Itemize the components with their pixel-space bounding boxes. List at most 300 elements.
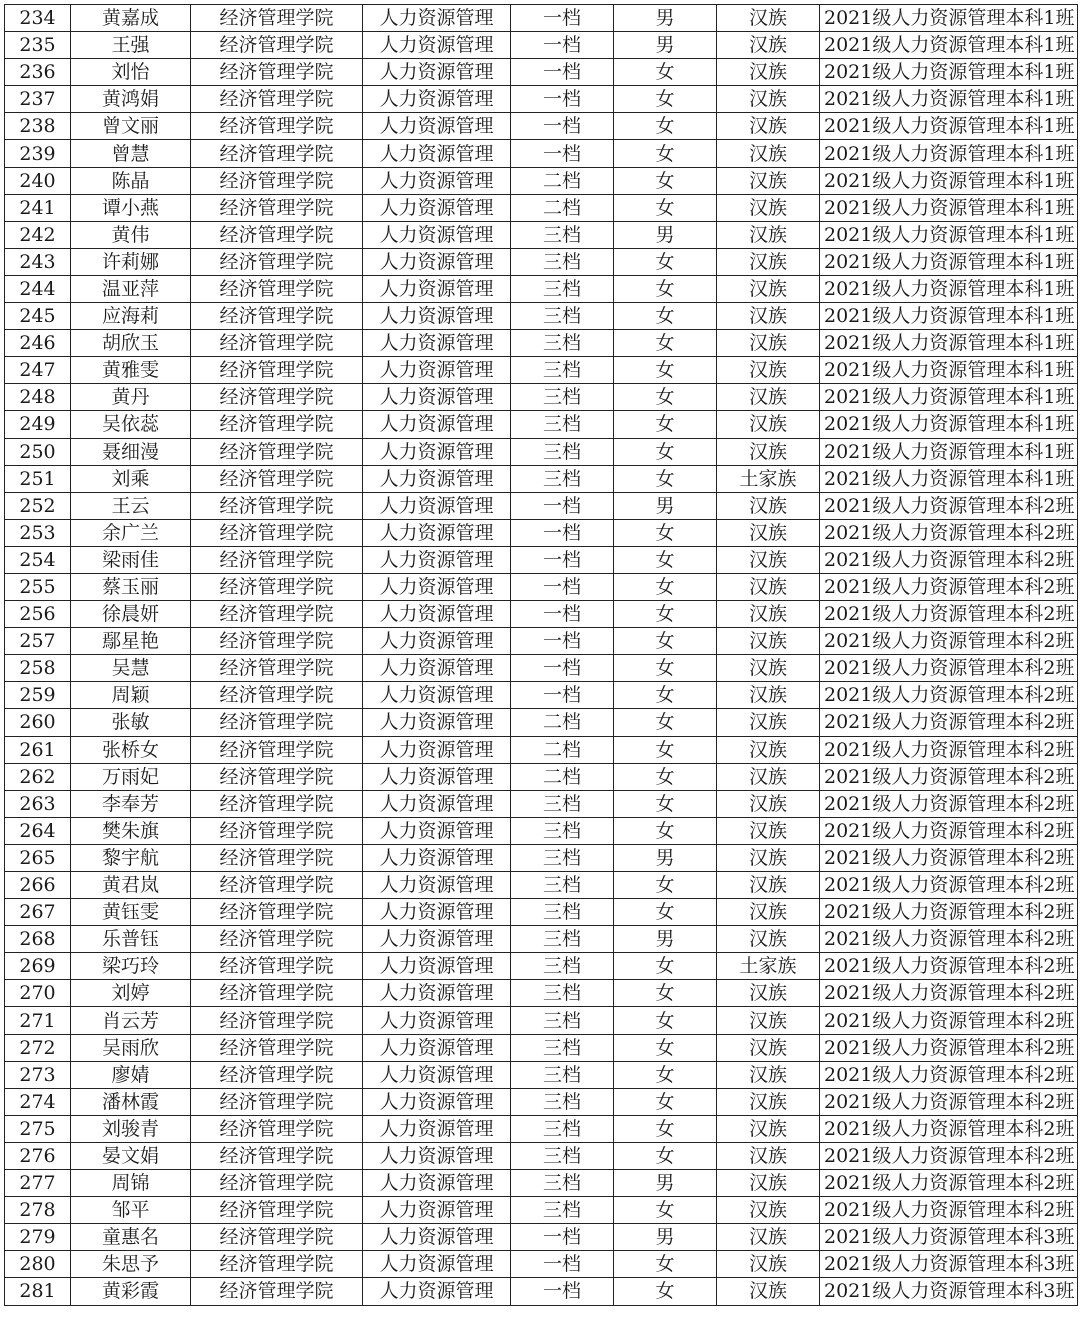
cell-name: 万雨妃 bbox=[71, 763, 191, 790]
cell-class: 2021级人力资源管理本科2班 bbox=[820, 1034, 1078, 1061]
cell-college: 经济管理学院 bbox=[191, 248, 363, 275]
cell-college: 经济管理学院 bbox=[191, 1278, 363, 1305]
cell-tier: 三档 bbox=[511, 1088, 614, 1115]
cell-gender: 女 bbox=[614, 1115, 717, 1142]
cell-tier: 一档 bbox=[511, 86, 614, 113]
cell-tier: 三档 bbox=[511, 1142, 614, 1169]
cell-index: 269 bbox=[5, 953, 71, 980]
cell-name: 曾慧 bbox=[71, 140, 191, 167]
cell-index: 235 bbox=[5, 32, 71, 59]
cell-major: 人力资源管理 bbox=[363, 1007, 511, 1034]
cell-tier: 三档 bbox=[511, 899, 614, 926]
cell-class: 2021级人力资源管理本科2班 bbox=[820, 1142, 1078, 1169]
table-row bbox=[5, 709, 1078, 736]
cell-class: 2021级人力资源管理本科2班 bbox=[820, 628, 1078, 655]
cell-index: 266 bbox=[5, 872, 71, 899]
cell-ethnicity: 汉族 bbox=[717, 736, 820, 763]
cell-index: 247 bbox=[5, 357, 71, 384]
cell-college: 经济管理学院 bbox=[191, 86, 363, 113]
cell-name: 刘婷 bbox=[71, 980, 191, 1007]
cell-gender: 男 bbox=[614, 926, 717, 953]
cell-college: 经济管理学院 bbox=[191, 899, 363, 926]
cell-tier: 一档 bbox=[511, 682, 614, 709]
cell-college: 经济管理学院 bbox=[191, 1034, 363, 1061]
cell-major: 人力资源管理 bbox=[363, 465, 511, 492]
cell-index: 242 bbox=[5, 221, 71, 248]
cell-major: 人力资源管理 bbox=[363, 709, 511, 736]
cell-index: 243 bbox=[5, 248, 71, 275]
cell-name: 李奉芳 bbox=[71, 790, 191, 817]
cell-index: 248 bbox=[5, 384, 71, 411]
cell-major: 人力资源管理 bbox=[363, 32, 511, 59]
cell-name: 张敏 bbox=[71, 709, 191, 736]
cell-gender: 女 bbox=[614, 140, 717, 167]
cell-index: 239 bbox=[5, 140, 71, 167]
cell-major: 人力资源管理 bbox=[363, 980, 511, 1007]
cell-name: 刘骏青 bbox=[71, 1115, 191, 1142]
cell-gender: 女 bbox=[614, 1197, 717, 1224]
cell-class: 2021级人力资源管理本科2班 bbox=[820, 899, 1078, 926]
table-row bbox=[5, 492, 1078, 519]
cell-index: 236 bbox=[5, 59, 71, 86]
cell-name: 廖婧 bbox=[71, 1061, 191, 1088]
cell-name: 周颖 bbox=[71, 682, 191, 709]
cell-index: 262 bbox=[5, 763, 71, 790]
table-row bbox=[5, 384, 1078, 411]
cell-gender: 女 bbox=[614, 1251, 717, 1278]
cell-college: 经济管理学院 bbox=[191, 1115, 363, 1142]
cell-class: 2021级人力资源管理本科1班 bbox=[820, 140, 1078, 167]
cell-class: 2021级人力资源管理本科1班 bbox=[820, 330, 1078, 357]
cell-tier: 三档 bbox=[511, 1115, 614, 1142]
cell-major: 人力资源管理 bbox=[363, 1088, 511, 1115]
table-row bbox=[5, 926, 1078, 953]
cell-college: 经济管理学院 bbox=[191, 275, 363, 302]
cell-college: 经济管理学院 bbox=[191, 1142, 363, 1169]
cell-gender: 女 bbox=[614, 167, 717, 194]
cell-index: 255 bbox=[5, 573, 71, 600]
cell-major: 人力资源管理 bbox=[363, 492, 511, 519]
table-row bbox=[5, 357, 1078, 384]
cell-index: 270 bbox=[5, 980, 71, 1007]
cell-ethnicity: 汉族 bbox=[717, 926, 820, 953]
cell-tier: 三档 bbox=[511, 330, 614, 357]
cell-class: 2021级人力资源管理本科2班 bbox=[820, 926, 1078, 953]
cell-major: 人力资源管理 bbox=[363, 1197, 511, 1224]
cell-tier: 二档 bbox=[511, 763, 614, 790]
table-row bbox=[5, 1224, 1078, 1251]
table-row bbox=[5, 248, 1078, 275]
cell-major: 人力资源管理 bbox=[363, 899, 511, 926]
table-row bbox=[5, 167, 1078, 194]
cell-major: 人力资源管理 bbox=[363, 113, 511, 140]
cell-ethnicity: 汉族 bbox=[717, 601, 820, 628]
cell-index: 265 bbox=[5, 844, 71, 871]
cell-major: 人力资源管理 bbox=[363, 384, 511, 411]
cell-ethnicity: 汉族 bbox=[717, 330, 820, 357]
cell-index: 254 bbox=[5, 546, 71, 573]
cell-ethnicity: 汉族 bbox=[717, 763, 820, 790]
cell-index: 245 bbox=[5, 303, 71, 330]
cell-tier: 三档 bbox=[511, 790, 614, 817]
cell-index: 250 bbox=[5, 438, 71, 465]
cell-tier: 三档 bbox=[511, 411, 614, 438]
cell-name: 梁雨佳 bbox=[71, 546, 191, 573]
cell-gender: 女 bbox=[614, 601, 717, 628]
cell-index: 256 bbox=[5, 601, 71, 628]
cell-ethnicity: 汉族 bbox=[717, 140, 820, 167]
cell-name: 陈晶 bbox=[71, 167, 191, 194]
cell-class: 2021级人力资源管理本科2班 bbox=[820, 1197, 1078, 1224]
table-row bbox=[5, 1115, 1078, 1142]
cell-major: 人力资源管理 bbox=[363, 519, 511, 546]
cell-index: 240 bbox=[5, 167, 71, 194]
cell-class: 2021级人力资源管理本科1班 bbox=[820, 113, 1078, 140]
cell-tier: 二档 bbox=[511, 736, 614, 763]
student-table bbox=[4, 4, 1078, 1306]
cell-ethnicity: 汉族 bbox=[717, 817, 820, 844]
cell-ethnicity: 汉族 bbox=[717, 655, 820, 682]
cell-tier: 一档 bbox=[511, 519, 614, 546]
cell-major: 人力资源管理 bbox=[363, 1061, 511, 1088]
cell-college: 经济管理学院 bbox=[191, 1251, 363, 1278]
cell-major: 人力资源管理 bbox=[363, 1224, 511, 1251]
cell-college: 经济管理学院 bbox=[191, 357, 363, 384]
cell-major: 人力资源管理 bbox=[363, 5, 511, 32]
cell-name: 徐晨妍 bbox=[71, 601, 191, 628]
cell-major: 人力资源管理 bbox=[363, 194, 511, 221]
cell-index: 280 bbox=[5, 1251, 71, 1278]
cell-college: 经济管理学院 bbox=[191, 1007, 363, 1034]
cell-tier: 三档 bbox=[511, 438, 614, 465]
cell-ethnicity: 汉族 bbox=[717, 1251, 820, 1278]
cell-tier: 一档 bbox=[511, 1224, 614, 1251]
table-row bbox=[5, 411, 1078, 438]
cell-name: 黄嘉成 bbox=[71, 5, 191, 32]
cell-major: 人力资源管理 bbox=[363, 1251, 511, 1278]
cell-ethnicity: 汉族 bbox=[717, 1088, 820, 1115]
cell-name: 黎宇航 bbox=[71, 844, 191, 871]
table-row bbox=[5, 1170, 1078, 1197]
cell-class: 2021级人力资源管理本科2班 bbox=[820, 492, 1078, 519]
cell-gender: 女 bbox=[614, 275, 717, 302]
cell-class: 2021级人力资源管理本科1班 bbox=[820, 248, 1078, 275]
cell-gender: 女 bbox=[614, 86, 717, 113]
cell-gender: 女 bbox=[614, 1088, 717, 1115]
cell-major: 人力资源管理 bbox=[363, 953, 511, 980]
cell-major: 人力资源管理 bbox=[363, 573, 511, 600]
cell-college: 经济管理学院 bbox=[191, 926, 363, 953]
cell-gender: 女 bbox=[614, 411, 717, 438]
cell-ethnicity: 汉族 bbox=[717, 519, 820, 546]
cell-gender: 男 bbox=[614, 1224, 717, 1251]
cell-ethnicity: 汉族 bbox=[717, 248, 820, 275]
cell-gender: 女 bbox=[614, 1007, 717, 1034]
table-row bbox=[5, 519, 1078, 546]
cell-ethnicity: 汉族 bbox=[717, 303, 820, 330]
cell-tier: 三档 bbox=[511, 1197, 614, 1224]
cell-college: 经济管理学院 bbox=[191, 465, 363, 492]
cell-class: 2021级人力资源管理本科2班 bbox=[820, 872, 1078, 899]
table-row bbox=[5, 682, 1078, 709]
cell-class: 2021级人力资源管理本科3班 bbox=[820, 1224, 1078, 1251]
cell-tier: 三档 bbox=[511, 1007, 614, 1034]
cell-college: 经济管理学院 bbox=[191, 546, 363, 573]
cell-gender: 女 bbox=[614, 357, 717, 384]
cell-major: 人力资源管理 bbox=[363, 763, 511, 790]
cell-major: 人力资源管理 bbox=[363, 59, 511, 86]
cell-gender: 女 bbox=[614, 790, 717, 817]
cell-ethnicity: 汉族 bbox=[717, 844, 820, 871]
table-row bbox=[5, 872, 1078, 899]
cell-index: 276 bbox=[5, 1142, 71, 1169]
cell-name: 聂细漫 bbox=[71, 438, 191, 465]
cell-name: 朱思予 bbox=[71, 1251, 191, 1278]
cell-college: 经济管理学院 bbox=[191, 628, 363, 655]
cell-ethnicity: 汉族 bbox=[717, 5, 820, 32]
cell-college: 经济管理学院 bbox=[191, 5, 363, 32]
cell-college: 经济管理学院 bbox=[191, 1088, 363, 1115]
cell-major: 人力资源管理 bbox=[363, 817, 511, 844]
cell-college: 经济管理学院 bbox=[191, 682, 363, 709]
table-row bbox=[5, 438, 1078, 465]
cell-major: 人力资源管理 bbox=[363, 790, 511, 817]
cell-class: 2021级人力资源管理本科2班 bbox=[820, 519, 1078, 546]
cell-gender: 女 bbox=[614, 519, 717, 546]
cell-major: 人力资源管理 bbox=[363, 303, 511, 330]
cell-major: 人力资源管理 bbox=[363, 411, 511, 438]
table-row bbox=[5, 953, 1078, 980]
cell-gender: 女 bbox=[614, 1061, 717, 1088]
table-row bbox=[5, 86, 1078, 113]
cell-tier: 一档 bbox=[511, 573, 614, 600]
cell-class: 2021级人力资源管理本科1班 bbox=[820, 167, 1078, 194]
cell-index: 237 bbox=[5, 86, 71, 113]
cell-gender: 女 bbox=[614, 872, 717, 899]
cell-gender: 女 bbox=[614, 384, 717, 411]
cell-college: 经济管理学院 bbox=[191, 194, 363, 221]
cell-ethnicity: 汉族 bbox=[717, 1034, 820, 1061]
cell-tier: 三档 bbox=[511, 221, 614, 248]
table-row bbox=[5, 736, 1078, 763]
cell-name: 晏文娟 bbox=[71, 1142, 191, 1169]
cell-gender: 女 bbox=[614, 817, 717, 844]
cell-gender: 女 bbox=[614, 248, 717, 275]
cell-index: 234 bbox=[5, 5, 71, 32]
cell-index: 275 bbox=[5, 1115, 71, 1142]
cell-index: 279 bbox=[5, 1224, 71, 1251]
cell-ethnicity: 汉族 bbox=[717, 1278, 820, 1305]
cell-ethnicity: 汉族 bbox=[717, 709, 820, 736]
cell-name: 童惠名 bbox=[71, 1224, 191, 1251]
cell-ethnicity: 汉族 bbox=[717, 872, 820, 899]
table-row bbox=[5, 275, 1078, 302]
cell-ethnicity: 汉族 bbox=[717, 1224, 820, 1251]
cell-college: 经济管理学院 bbox=[191, 1224, 363, 1251]
cell-college: 经济管理学院 bbox=[191, 411, 363, 438]
cell-college: 经济管理学院 bbox=[191, 790, 363, 817]
cell-tier: 一档 bbox=[511, 492, 614, 519]
table-row bbox=[5, 465, 1078, 492]
cell-ethnicity: 汉族 bbox=[717, 790, 820, 817]
cell-major: 人力资源管理 bbox=[363, 221, 511, 248]
cell-ethnicity: 土家族 bbox=[717, 465, 820, 492]
cell-class: 2021级人力资源管理本科1班 bbox=[820, 32, 1078, 59]
cell-tier: 一档 bbox=[511, 628, 614, 655]
cell-major: 人力资源管理 bbox=[363, 655, 511, 682]
table-row bbox=[5, 1061, 1078, 1088]
cell-college: 经济管理学院 bbox=[191, 953, 363, 980]
table-row bbox=[5, 655, 1078, 682]
cell-major: 人力资源管理 bbox=[363, 872, 511, 899]
cell-college: 经济管理学院 bbox=[191, 1197, 363, 1224]
cell-class: 2021级人力资源管理本科2班 bbox=[820, 546, 1078, 573]
cell-index: 251 bbox=[5, 465, 71, 492]
table-row bbox=[5, 628, 1078, 655]
cell-major: 人力资源管理 bbox=[363, 682, 511, 709]
cell-tier: 三档 bbox=[511, 248, 614, 275]
cell-major: 人力资源管理 bbox=[363, 736, 511, 763]
cell-class: 2021级人力资源管理本科1班 bbox=[820, 357, 1078, 384]
cell-gender: 女 bbox=[614, 1142, 717, 1169]
cell-index: 281 bbox=[5, 1278, 71, 1305]
cell-major: 人力资源管理 bbox=[363, 1170, 511, 1197]
cell-gender: 女 bbox=[614, 546, 717, 573]
cell-ethnicity: 汉族 bbox=[717, 628, 820, 655]
cell-major: 人力资源管理 bbox=[363, 86, 511, 113]
cell-ethnicity: 汉族 bbox=[717, 980, 820, 1007]
cell-college: 经济管理学院 bbox=[191, 167, 363, 194]
cell-class: 2021级人力资源管理本科1班 bbox=[820, 303, 1078, 330]
cell-name: 刘怡 bbox=[71, 59, 191, 86]
cell-gender: 男 bbox=[614, 1170, 717, 1197]
cell-ethnicity: 汉族 bbox=[717, 384, 820, 411]
cell-name: 许莉娜 bbox=[71, 248, 191, 275]
cell-class: 2021级人力资源管理本科2班 bbox=[820, 601, 1078, 628]
cell-class: 2021级人力资源管理本科2班 bbox=[820, 817, 1078, 844]
cell-index: 259 bbox=[5, 682, 71, 709]
table-row bbox=[5, 32, 1078, 59]
cell-gender: 女 bbox=[614, 303, 717, 330]
cell-tier: 三档 bbox=[511, 926, 614, 953]
cell-tier: 一档 bbox=[511, 113, 614, 140]
cell-college: 经济管理学院 bbox=[191, 573, 363, 600]
cell-tier: 一档 bbox=[511, 601, 614, 628]
cell-major: 人力资源管理 bbox=[363, 357, 511, 384]
cell-gender: 女 bbox=[614, 682, 717, 709]
cell-major: 人力资源管理 bbox=[363, 330, 511, 357]
cell-gender: 女 bbox=[614, 573, 717, 600]
cell-tier: 二档 bbox=[511, 167, 614, 194]
cell-tier: 一档 bbox=[511, 546, 614, 573]
cell-college: 经济管理学院 bbox=[191, 303, 363, 330]
cell-college: 经济管理学院 bbox=[191, 140, 363, 167]
cell-ethnicity: 汉族 bbox=[717, 1197, 820, 1224]
cell-index: 268 bbox=[5, 926, 71, 953]
cell-college: 经济管理学院 bbox=[191, 763, 363, 790]
table-row bbox=[5, 790, 1078, 817]
cell-name: 王强 bbox=[71, 32, 191, 59]
cell-class: 2021级人力资源管理本科1班 bbox=[820, 384, 1078, 411]
cell-tier: 三档 bbox=[511, 275, 614, 302]
table-row bbox=[5, 303, 1078, 330]
cell-tier: 三档 bbox=[511, 384, 614, 411]
cell-college: 经济管理学院 bbox=[191, 736, 363, 763]
cell-college: 经济管理学院 bbox=[191, 221, 363, 248]
cell-class: 2021级人力资源管理本科2班 bbox=[820, 1170, 1078, 1197]
cell-ethnicity: 汉族 bbox=[717, 1007, 820, 1034]
cell-ethnicity: 汉族 bbox=[717, 1115, 820, 1142]
cell-name: 黄钰雯 bbox=[71, 899, 191, 926]
cell-name: 王云 bbox=[71, 492, 191, 519]
cell-tier: 三档 bbox=[511, 357, 614, 384]
cell-gender: 女 bbox=[614, 113, 717, 140]
cell-major: 人力资源管理 bbox=[363, 167, 511, 194]
table-row bbox=[5, 1278, 1078, 1305]
cell-tier: 一档 bbox=[511, 140, 614, 167]
table-row bbox=[5, 1088, 1078, 1115]
cell-class: 2021级人力资源管理本科3班 bbox=[820, 1278, 1078, 1305]
table-row bbox=[5, 1007, 1078, 1034]
table-body bbox=[5, 5, 1078, 1306]
cell-index: 267 bbox=[5, 899, 71, 926]
cell-index: 252 bbox=[5, 492, 71, 519]
cell-class: 2021级人力资源管理本科1班 bbox=[820, 275, 1078, 302]
cell-ethnicity: 汉族 bbox=[717, 438, 820, 465]
cell-index: 271 bbox=[5, 1007, 71, 1034]
cell-tier: 三档 bbox=[511, 1034, 614, 1061]
cell-tier: 二档 bbox=[511, 709, 614, 736]
cell-index: 260 bbox=[5, 709, 71, 736]
cell-index: 258 bbox=[5, 655, 71, 682]
cell-name: 肖云芳 bbox=[71, 1007, 191, 1034]
cell-ethnicity: 汉族 bbox=[717, 492, 820, 519]
cell-college: 经济管理学院 bbox=[191, 59, 363, 86]
cell-ethnicity: 汉族 bbox=[717, 573, 820, 600]
cell-name: 乐普钰 bbox=[71, 926, 191, 953]
cell-name: 鄢星艳 bbox=[71, 628, 191, 655]
cell-name: 黄伟 bbox=[71, 221, 191, 248]
cell-class: 2021级人力资源管理本科1班 bbox=[820, 194, 1078, 221]
table-row bbox=[5, 113, 1078, 140]
cell-index: 244 bbox=[5, 275, 71, 302]
cell-college: 经济管理学院 bbox=[191, 492, 363, 519]
table-row bbox=[5, 817, 1078, 844]
table-row bbox=[5, 601, 1078, 628]
cell-index: 277 bbox=[5, 1170, 71, 1197]
cell-name: 樊朱旗 bbox=[71, 817, 191, 844]
cell-major: 人力资源管理 bbox=[363, 844, 511, 871]
cell-gender: 女 bbox=[614, 736, 717, 763]
cell-name: 黄君岚 bbox=[71, 872, 191, 899]
cell-name: 蔡玉丽 bbox=[71, 573, 191, 600]
cell-class: 2021级人力资源管理本科1班 bbox=[820, 221, 1078, 248]
cell-class: 2021级人力资源管理本科2班 bbox=[820, 980, 1078, 1007]
cell-tier: 三档 bbox=[511, 872, 614, 899]
cell-gender: 男 bbox=[614, 221, 717, 248]
cell-class: 2021级人力资源管理本科1班 bbox=[820, 465, 1078, 492]
cell-class: 2021级人力资源管理本科1班 bbox=[820, 5, 1078, 32]
table-row bbox=[5, 573, 1078, 600]
cell-college: 经济管理学院 bbox=[191, 817, 363, 844]
table-row bbox=[5, 194, 1078, 221]
cell-tier: 一档 bbox=[511, 32, 614, 59]
cell-class: 2021级人力资源管理本科2班 bbox=[820, 682, 1078, 709]
cell-gender: 男 bbox=[614, 5, 717, 32]
table-row bbox=[5, 1251, 1078, 1278]
cell-major: 人力资源管理 bbox=[363, 248, 511, 275]
cell-college: 经济管理学院 bbox=[191, 330, 363, 357]
